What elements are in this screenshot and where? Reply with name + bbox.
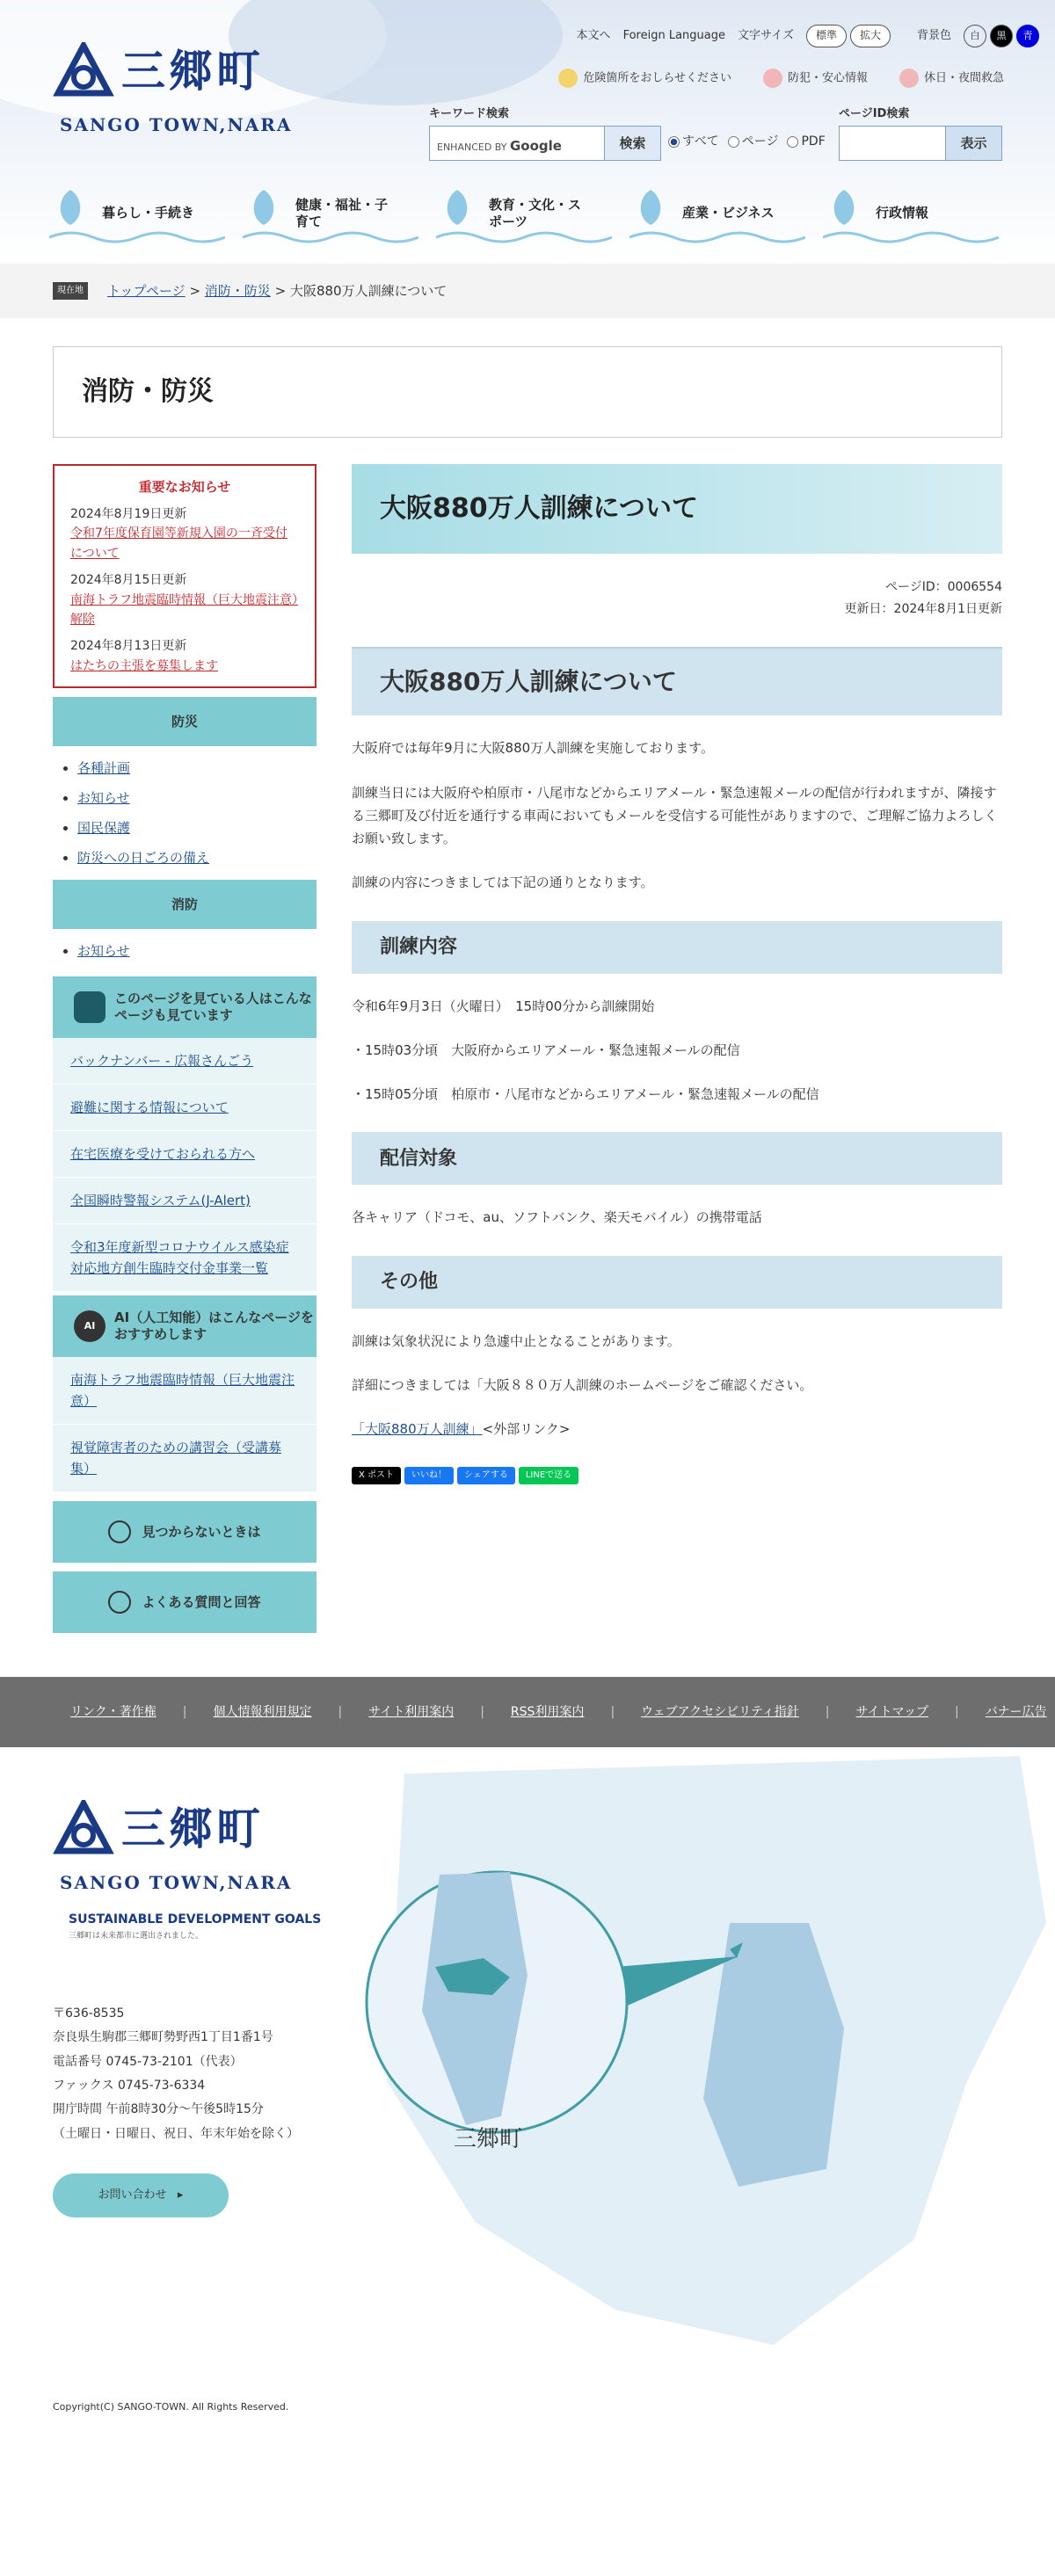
footer-main <box>0 1747 1055 2450</box>
footer-link[interactable]: ウェブアクセシビリティ指針 <box>641 1704 799 1719</box>
article-paragraph: ・15時05分頃 柏原市・八尾市などからエリアメール・緊急速報メールの配信 <box>352 1086 819 1103</box>
article-heading: 大阪880万人訓練について <box>352 647 1002 715</box>
radio-all[interactable]: すべて <box>668 132 719 151</box>
sidebar <box>53 464 316 1633</box>
nara-map-image <box>352 1747 1055 2362</box>
page-title: 消防・防災 <box>53 346 1002 438</box>
article-paragraph: 詳細につきましては「大阪８８０万人訓練のホームページをご確認ください。 <box>352 1376 813 1393</box>
sidebar-link[interactable]: 防災への日ごろの備え <box>77 850 210 867</box>
town-address: 〒636-8535 奈良県生駒郡三郷町勢野西1丁目1番1号 電話番号 0745-73-2101（代表） ファックス 0745-73-6334 開庁時間 午前8時30分～午後5時15分 （土曜日・日曜日、祝日、年末年始を除く） <box>53 2006 299 2141</box>
pageid-button[interactable]: 表示 <box>945 127 1001 160</box>
ai-icon: AI <box>74 1310 106 1342</box>
town-emblem-icon <box>53 1800 114 1858</box>
bg-white-button[interactable]: 白 <box>964 25 986 47</box>
article-paragraph: 令和6年9月3日（火曜日） 15時00分から訓練開始 <box>352 998 655 1014</box>
skip-to-content-link[interactable]: 本文へ <box>576 28 611 42</box>
important-notice <box>53 464 316 688</box>
search-button[interactable]: 検索 <box>604 127 660 160</box>
ai-link[interactable]: 南海トラフ地震臨時情報（巨大地震注意） <box>53 1357 316 1425</box>
external-link[interactable]: 「大阪880万人訓練」 <box>352 1421 483 1438</box>
section-heading: 配信対象 <box>352 1132 1002 1185</box>
line-share-button[interactable]: LINEで送る <box>519 1467 578 1484</box>
updated-date: 更新日：2024年8月1日更新 <box>844 602 1002 617</box>
foreign-language-link[interactable]: Foreign Language <box>622 28 725 42</box>
footer-link[interactable]: バナー広告 <box>985 1704 1047 1719</box>
related-link[interactable]: 在宅医療を受けておられる方へ <box>53 1131 316 1178</box>
utility-links <box>577 25 1039 47</box>
social-buttons <box>352 1467 1002 1484</box>
contact-button[interactable]: お問い合わせ ▸ <box>53 2173 229 2217</box>
related-link[interactable]: 令和3年度新型コロナウイルス感染症対応地方創生臨時交付金事業一覧 <box>53 1224 316 1292</box>
facebook-like-button[interactable]: いいね！ <box>404 1467 454 1484</box>
article-paragraph: 訓練の内容につきましては下記の通りとなります。 <box>352 874 654 891</box>
footer-links: リンク・著作権 | 個人情報利用規定 | サイト利用案内 | RSS利用案内 | ウェブアクセシビリティ指針 | サイトマップ | バナー広告 <box>0 1677 1055 1747</box>
site-logo[interactable] <box>53 42 293 135</box>
danger-report-link[interactable]: 危険箇所をおしらせください <box>558 69 731 88</box>
site-header <box>0 0 1055 264</box>
logo-text: 三郷町 <box>121 45 264 97</box>
footer-link[interactable]: 個人情報利用規定 <box>213 1704 312 1719</box>
warning-icon <box>558 69 578 88</box>
footer-link[interactable]: RSS利用案内 <box>510 1704 585 1719</box>
x-post-button[interactable]: X ポスト <box>352 1467 401 1484</box>
notice-link[interactable]: 令和7年度保育園等新規入園の一斉受付について <box>70 526 287 561</box>
bgcolor-label: 背景色 <box>916 28 951 42</box>
search-doc-icon <box>108 1520 131 1543</box>
notice-date: 2024年8月13日更新 <box>70 639 187 654</box>
breadcrumb-home-link[interactable]: トップページ <box>107 283 186 299</box>
related-link[interactable]: 避難に関する情報について <box>53 1085 316 1131</box>
fontsize-standard-button[interactable]: 標準 <box>806 25 847 47</box>
external-link-note: <外部リンク> <box>482 1421 571 1438</box>
sidebar-link[interactable]: 各種計画 <box>77 760 131 777</box>
breadcrumb-category-link[interactable]: 消防・防災 <box>204 283 271 299</box>
bg-black-button[interactable]: 黒 <box>990 25 1013 47</box>
article-paragraph: 訓練は気象状況により急遽中止となることがあります。 <box>352 1332 680 1349</box>
notice-date: 2024年8月19日更新 <box>70 507 187 521</box>
pageid-label: ページID検索 <box>839 107 910 120</box>
breadcrumb-current: 大阪880万人訓練について <box>289 283 447 299</box>
breadcrumb-tag: 現在地 <box>53 282 88 300</box>
article-paragraph: 訓練当日には大阪府や柏原市・八尾市などからエリアメール・緊急速報メールの配信が行われますが、隣接する三郷町及び付近を通行する車両においてもメールを受信する可能性がありますので、ご理解ご協力よろしくお願い致します。 <box>352 784 998 847</box>
page-id: ページID：0006554 <box>885 580 1002 594</box>
town-emblem-icon <box>53 42 114 100</box>
nav-item-health[interactable]: 健康・福祉・子育て <box>243 183 418 244</box>
copyright: Copyright(C) SANGO-TOWN. All Rights Reserved. <box>53 2401 289 2413</box>
pageid-input[interactable] <box>840 127 945 160</box>
keyword-search <box>429 105 661 161</box>
sidebar-heading-shoubou: 消防 <box>53 880 316 929</box>
global-nav <box>49 183 999 244</box>
related-link[interactable]: バックナンバー - 広報さんごう <box>53 1038 316 1085</box>
section-heading: 訓練内容 <box>352 921 1002 974</box>
section-heading: その他 <box>352 1256 1002 1309</box>
notice-date: 2024年8月15日更新 <box>70 573 187 588</box>
notice-title: 重要なお知らせ <box>138 479 231 495</box>
ai-heading: AI（人工知能）はこんなページをおすすめします <box>114 1309 314 1343</box>
breadcrumb: 現在地 トップページ > 消防・防災 > 大阪880万人訓練について <box>0 264 1055 318</box>
logo-subtext: SANGO TOWN,NARA <box>60 114 293 135</box>
sidebar-link[interactable]: お知らせ <box>77 790 130 807</box>
radio-page[interactable]: ページ <box>728 132 779 151</box>
safety-info-link[interactable]: 防犯・安心情報 <box>763 69 868 88</box>
logo-text: 三郷町 <box>121 1803 264 1855</box>
related-pages <box>53 976 316 1292</box>
footer-logo[interactable] <box>53 1800 293 1894</box>
article-paragraph: 各キャリア（ドコモ、au、ソフトバンク、楽天モバイル）の携帯電話 <box>352 1209 762 1226</box>
question-icon <box>108 1591 131 1614</box>
radio-pdf[interactable]: PDF <box>787 132 825 151</box>
article-paragraph: ・15時03分頃 大阪府からエリアメール・緊急速報メールの配信 <box>352 1041 740 1058</box>
main-content <box>352 464 1002 1633</box>
logo-subtext: SANGO TOWN,NARA <box>60 1872 293 1894</box>
footer-link[interactable]: リンク・著作権 <box>70 1704 156 1719</box>
notfound-button[interactable]: 見つからないときは <box>53 1501 316 1563</box>
facebook-share-button[interactable]: シェアする <box>457 1467 515 1484</box>
alert-links <box>558 69 1004 88</box>
nav-item-admin[interactable]: 行政情報 <box>823 183 999 244</box>
bg-blue-button[interactable]: 青 <box>1016 25 1039 47</box>
footer-link[interactable]: サイト利用案内 <box>368 1704 455 1719</box>
search-scope <box>668 132 826 151</box>
nav-item-living[interactable]: 暮らし・手続き <box>49 183 225 244</box>
search-input[interactable]: ENHANCED BY Google <box>437 137 562 154</box>
footer-link[interactable]: サイトマップ <box>855 1704 928 1719</box>
fontsize-label: 文字サイズ <box>737 28 794 42</box>
notice-link[interactable]: はたちの主張を募集します <box>70 658 218 673</box>
related-link[interactable]: 全国瞬時警報システム(J-Alert) <box>53 1178 316 1224</box>
nav-item-education[interactable]: 教育・文化・スポーツ <box>436 183 612 244</box>
fontsize-large-button[interactable]: 拡大 <box>850 25 891 47</box>
sidebar-link[interactable]: 国民保護 <box>77 820 131 837</box>
related-heading: このページを見ている人はこんなページも見ています <box>114 990 312 1024</box>
shield-icon <box>763 69 782 88</box>
emergency-link[interactable]: 休日・夜間救急 <box>899 69 1004 88</box>
article-banner: 大阪880万人訓練について <box>352 464 1002 554</box>
sdgs-logo: SUSTAINABLE DEVELOPMENT GOALS 三郷町は未来都市に選出されました。 <box>69 1912 322 1941</box>
map-label: 三郷町 <box>454 2126 523 2153</box>
sidebar-heading-bousai: 防災 <box>53 697 316 746</box>
hospital-icon <box>899 69 919 88</box>
article-paragraph: 大阪府では毎年9月に大阪880万人訓練を実施しております。 <box>352 740 714 757</box>
ai-link[interactable]: 視覚障害者のための講習会（受講募集） <box>53 1425 316 1492</box>
eye-icon <box>74 991 106 1023</box>
sidebar-link[interactable]: お知らせ <box>77 943 130 960</box>
nav-item-business[interactable]: 産業・ビジネス <box>629 183 805 244</box>
notice-link[interactable]: 南海トラフ地震臨時情報（巨大地震注意）解除 <box>70 592 298 627</box>
pageid-search <box>839 105 1002 161</box>
faq-button[interactable]: よくある質問と回答 <box>53 1571 316 1633</box>
keyword-search-label: キーワード検索 <box>429 107 510 120</box>
ai-recommend <box>53 1295 316 1492</box>
